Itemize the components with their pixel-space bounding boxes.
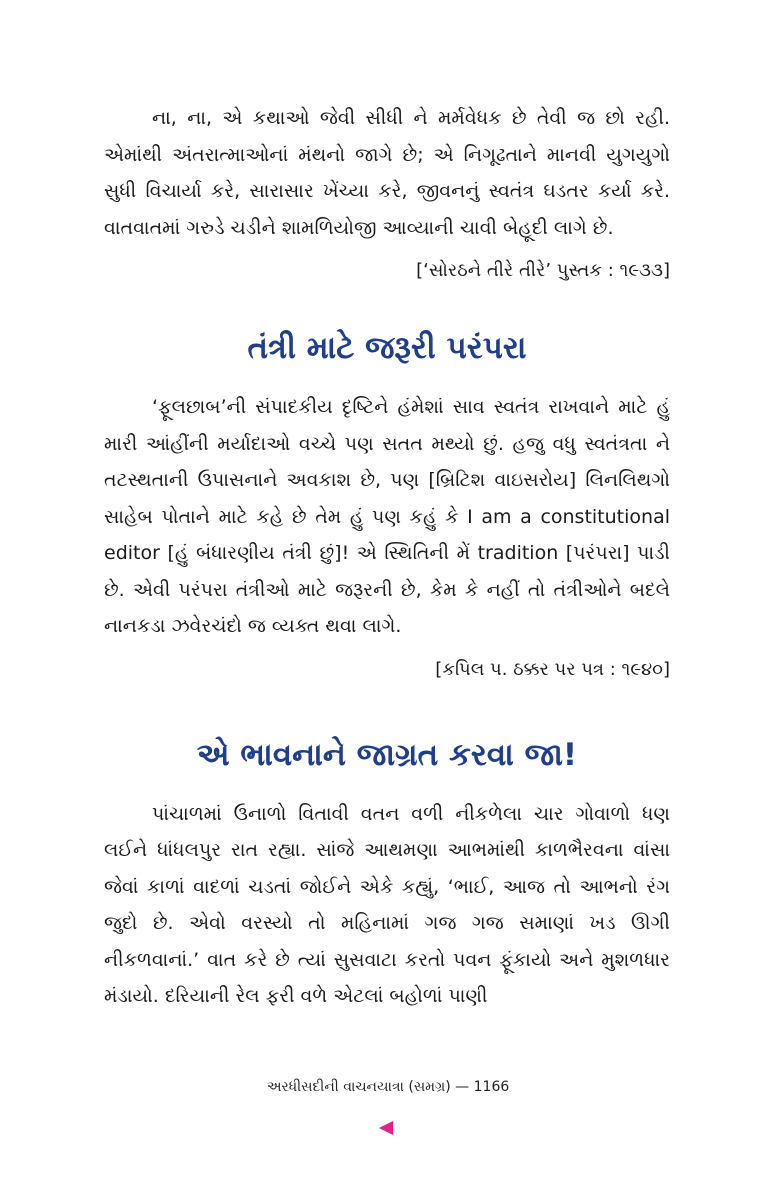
page-body (104, 100, 670, 1015)
paragraph-1: ના, ના, એ કથાઓ જેવી સીધી ને મર્મવેધક છે તેવી જ છો રહી. એમાંથી અંતરાત્માઓનાં મંથનો જાગે છે; એ નિગૂઢતાને માનવી યુગયુગો સુધી વિચાર્યા કરે, સારાસાર ખેંચ્યા કરે, જીવનનું સ્વતંત્ર ઘડતર કર્યા કરે. વાતવાતમાં ગરુડે ચડીને શામળિયોજી આવ્યાની ચાવી બેહૂદી લાગે છે. (104, 107, 670, 239)
section-heading-3: એ ભાવનાને જાગ્રત કરવા જા! (196, 736, 578, 773)
section-heading-2: તંત્રી માટે જરૂરી પરંપરા (247, 330, 527, 366)
citation-2: [કપિલ પ. ઠક્કર પર પત્ર : ૧૯૪૦] (435, 658, 670, 680)
paragraph-2: ‘ફૂલછાબ’ની સંપાદકીય દૃષ્ટિને હંમેશાં સાવ સ્વતંત્ર રાખવાને માટે હું મારી આંહીંની મર્યાદાઓ વચ્ચે પણ સતત મથ્યો છું. હજુ વધુ સ્વતંત્રતા ને તટસ્થતાની ઉપાસનાને અવકાશ છે, પણ [બ્રિટિશ વાઇસરોય] લિનલિથગો સાહેબ પોતાને માટે કહે છે તેમ હું પણ કહું કે I am a constitutional editor [હું બંધારણીય તંત્રી છું]! એ સ્થિતિની મેં tradition [પરંપરા] પાડી છે. એવી પરંપરા તંત્રીઓ માટે જરૂરની છે, કેમ કે નહીં તો તંત્રીઓને બદલે નાનકડા ઝવેરચંદો જ વ્યક્ત થવા લાગે. (104, 396, 670, 637)
previous-page-arrow-icon[interactable] (379, 1121, 393, 1135)
citation-1: [‘સોરઠને તીરે તીરે’ પુસ્તક : ૧૯૩૩] (416, 260, 670, 281)
page-footer: અરધીસદીની વાચનયાત્રા (સમગ્ર) — 1166 (266, 1079, 510, 1095)
paragraph-3: પાંચાળમાં ઉનાળો વિતાવી વતન વળી નીકળેલા ચાર ગોવાળો ધણ લઈને ધાંધલપુર રાત રહ્યા. સાંજે આથમણા આભમાંથી કાળભૈરવના વાંસા જેવાં કાળાં વાદળાં ચડતાં જોઈને એકે કહ્યું, ‘ભાઈ, આજ તો આભનો રંગ જુદો છે. એવો વરસ્યો તો મહિનામાં ગજ ગજ સમાણાં ખડ ઊગી નીકળવાનાં.’ વાત કરે છે ત્યાં સુસવાટા કરતો પવન ફૂંકાયો અને મુશળધાર મંડાયો. દરિયાની રેલ ફરી વળે એટલાં બહોળાં પાણી (104, 802, 670, 1007)
